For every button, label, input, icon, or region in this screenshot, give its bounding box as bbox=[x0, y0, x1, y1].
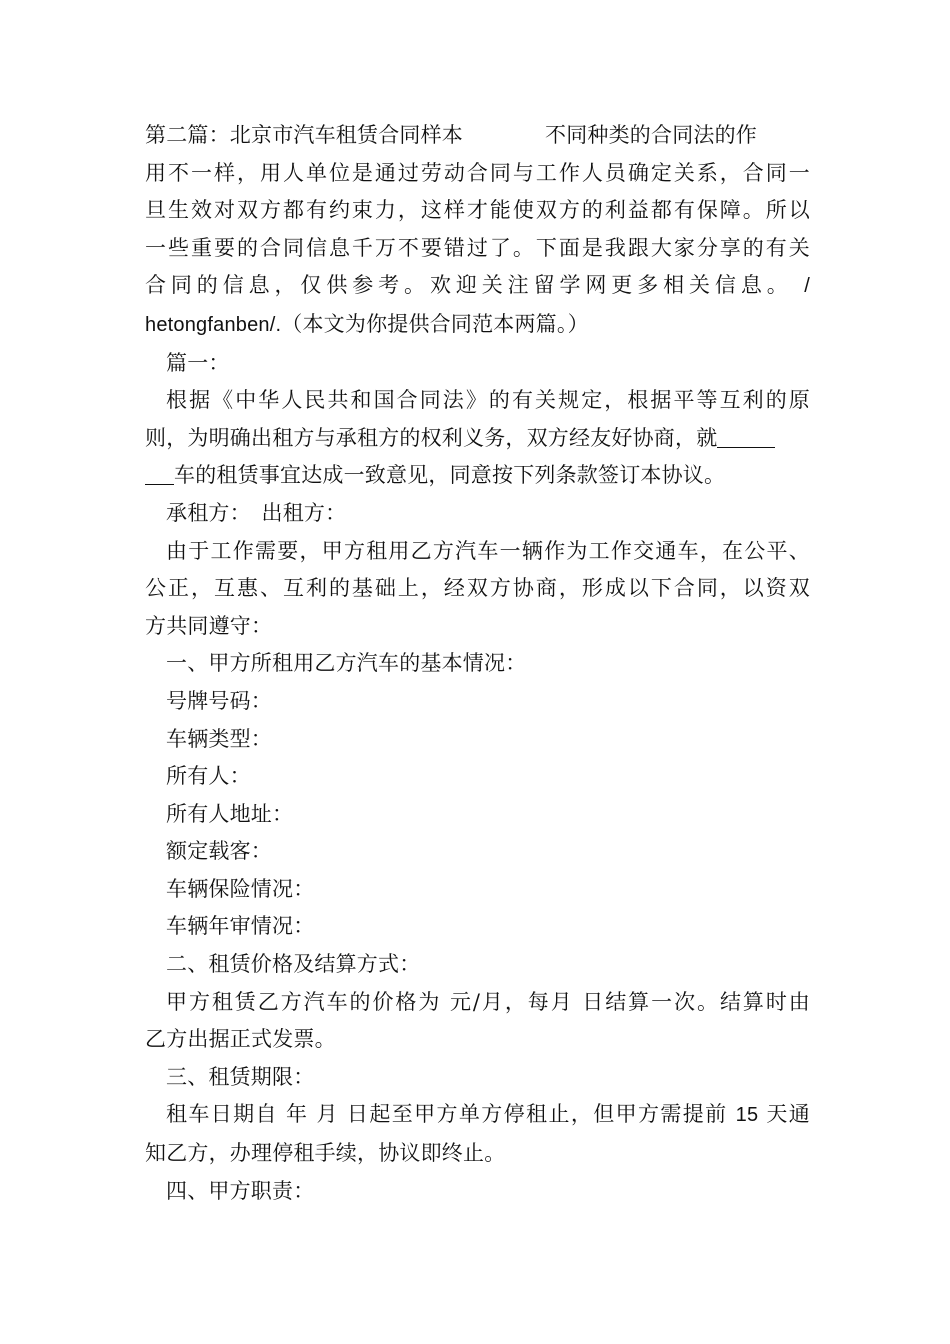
intro-line-2: 用不一样，用人单位是通过劳动合同与工作人员确定关系，合同一 bbox=[145, 160, 810, 185]
blank-underline bbox=[145, 464, 174, 485]
law-para-line-1: 根据《中华人民共和国合同法》的有关规定，根据平等互利的原 bbox=[166, 388, 810, 413]
field-owner-address: 所有人地址： bbox=[166, 801, 294, 826]
section-4-heading: 四、甲方职责： bbox=[166, 1178, 315, 1203]
intro-line-1: 第二篇：北京市汽车租赁合同样本 不同种类的合同法的作 bbox=[145, 123, 757, 147]
section-2-heading: 二、租赁价格及结算方式： bbox=[166, 952, 421, 977]
intro-line-4: 一些重要的合同信息千万不要错过了。下面是我跟大家分享的有关 bbox=[145, 235, 810, 260]
field-rated-passengers: 额定载客： bbox=[166, 839, 272, 864]
parties-line: 承租方： 出租方： bbox=[166, 500, 347, 525]
field-owner: 所有人： bbox=[166, 764, 251, 789]
section-3-heading: 三、租赁期限： bbox=[166, 1064, 315, 1089]
field-annual-inspection: 车辆年审情况： bbox=[166, 914, 315, 939]
field-vehicle-type: 车辆类型： bbox=[166, 726, 272, 751]
document-body bbox=[145, 117, 810, 1210]
law-para-line-3: 车的租赁事宜达成一致意见，同意按下列条款签订本协议。 bbox=[145, 457, 810, 495]
notice-days: 15 bbox=[735, 1104, 759, 1127]
term-para-line-1: 租车日期自 年 月 日起至甲方单方停租止，但甲方需提前 15 天通 bbox=[166, 1102, 810, 1127]
part-one-heading: 篇一： bbox=[166, 350, 230, 375]
intro-line-6: hetongfanben/.（本文为你提供合同范本两篇。） bbox=[145, 311, 589, 336]
work-para-line-3: 方共同遵守： bbox=[145, 613, 273, 638]
field-insurance: 车辆保险情况： bbox=[166, 876, 315, 901]
document-title: 第二篇：北京市汽车租赁合同样本 bbox=[145, 123, 463, 147]
section-1-heading: 一、甲方所租用乙方汽车的基本情况： bbox=[166, 651, 527, 676]
law-para-line-2: 则，为明确出租方与承租方的权利义务，双方经友好协商，就 bbox=[145, 420, 810, 458]
blank-underline bbox=[717, 427, 775, 448]
work-para-line-2: 公正，互惠、互利的基础上，经双方协商，形成以下合同，以资双 bbox=[145, 576, 810, 601]
intro-line-3: 旦生效对双方都有约束力，这样才能使双方的利益都有保障。所以 bbox=[145, 198, 810, 223]
price-para-line-2: 乙方出据正式发票。 bbox=[145, 1027, 336, 1052]
work-para-line-1: 由于工作需要，甲方租用乙方汽车一辆作为工作交通车，在公平、 bbox=[166, 538, 810, 563]
url-fragment: hetongfanben/. bbox=[145, 313, 282, 336]
field-plate-number: 号牌号码： bbox=[166, 688, 272, 713]
term-para-line-2: 知乙方，办理停租手续，协议即终止。 bbox=[145, 1141, 506, 1166]
intro-line-5: 合同的信息，仅供参考。欢迎关注留学网更多相关信息。 / bbox=[145, 273, 810, 298]
price-para-line-1: 甲方租赁乙方汽车的价格为 元/月，每月 日结算一次。结算时由 bbox=[166, 989, 810, 1014]
